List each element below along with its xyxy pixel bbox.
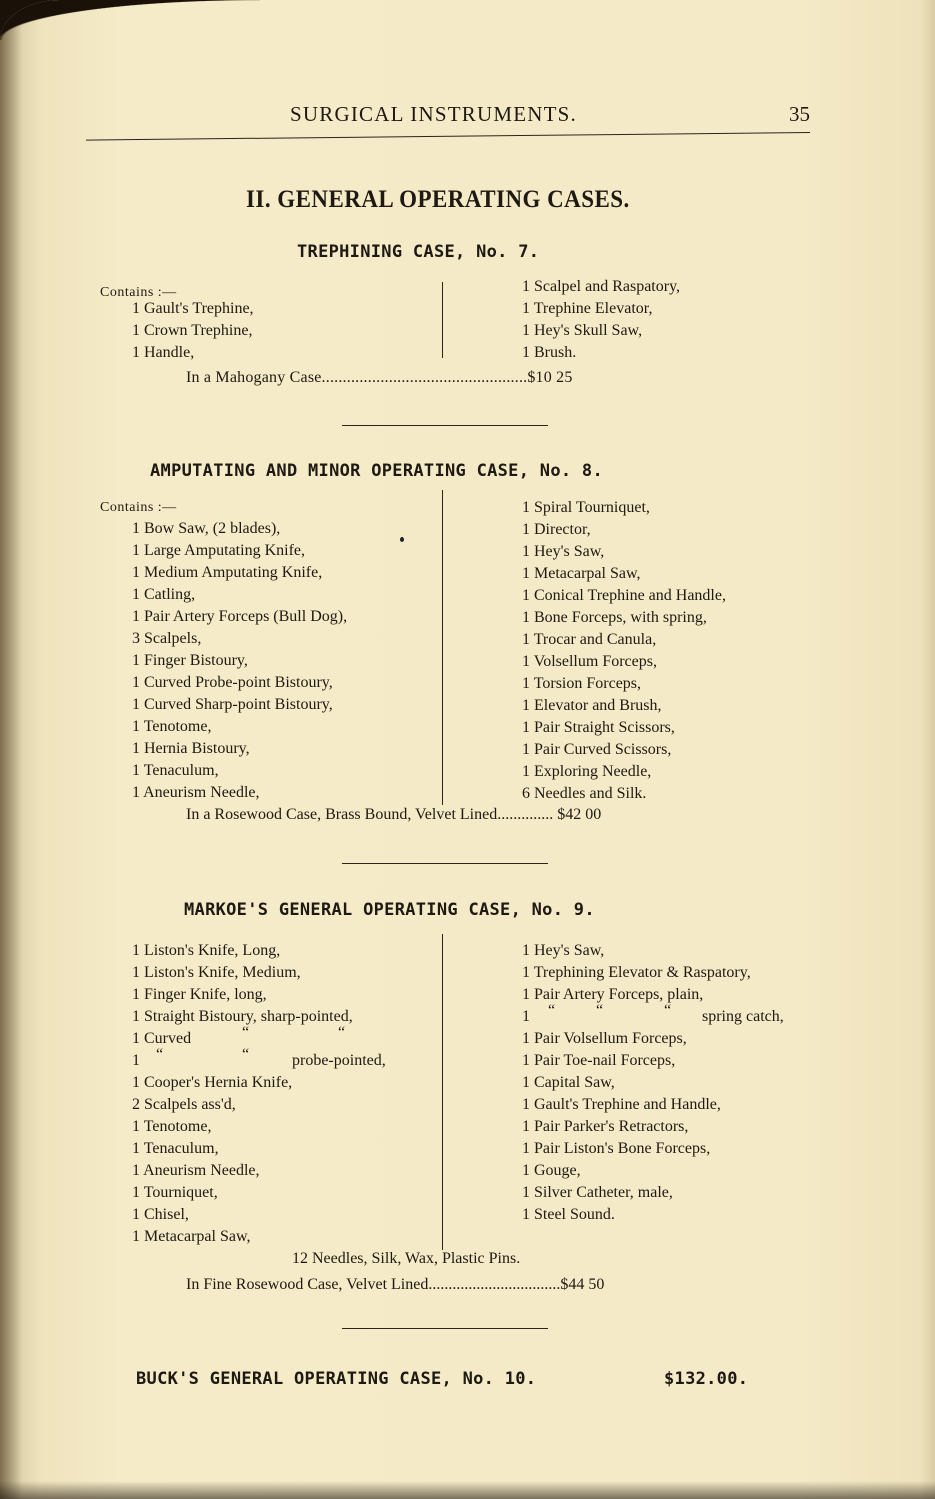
case-title-7: TREPHINING CASE, No. 7. — [297, 242, 540, 262]
list-item: 1 Exploring Needle, — [522, 763, 652, 780]
list-item: 1 Hey's Saw, — [522, 543, 605, 560]
case-title-8: AMPUTATING AND MINOR OPERATING CASE, No. 8. — [150, 461, 603, 481]
list-item: 1 Curved Probe-point Bistoury, — [132, 674, 333, 691]
list-item: 1 Torsion Forceps, — [522, 675, 642, 692]
list-item: 1 Liston's Knife, Long, — [132, 942, 281, 959]
list-item: 1 Pair Curved Scissors, — [522, 741, 672, 758]
list-item: 3 Scalpels, — [132, 630, 202, 647]
contains-label — [100, 500, 177, 516]
list-item: 1 Spiral Tourniquet, — [522, 499, 650, 516]
list-item: 1 Volsellum Forceps, — [522, 653, 657, 670]
print-speck — [400, 537, 404, 542]
running-title: SURGICAL INSTRUMENTS. — [290, 102, 577, 126]
page-corner-curl — [0, 0, 260, 40]
list-item: 1 Tenotome, — [132, 1118, 212, 1135]
ditto-mark: “ — [664, 1002, 672, 1019]
list-item: 1 Tenotome, — [132, 718, 212, 735]
list-item: 1 Steel Sound. — [522, 1206, 615, 1223]
case-8-price-line: In a Rosewood Case, Brass Bound, Velvet Lined.............. $42 00 — [186, 806, 602, 823]
ditto-mark: “ — [338, 1024, 346, 1041]
list-item: 1 Finger Bistoury, — [132, 652, 248, 669]
case-title-9: MARKOE'S GENERAL OPERATING CASE, No. 9. — [184, 900, 595, 920]
list-item: 1 Gouge, — [522, 1162, 581, 1179]
list-item: 6 Needles and Silk. — [522, 785, 647, 802]
list-item: 1 Pair Liston's Bone Forceps, — [522, 1140, 711, 1157]
list-item: 1 Conical Trephine and Handle, — [522, 587, 726, 604]
list-item: 1 Silver Catheter, male, — [522, 1184, 673, 1201]
list-item: 1 Aneurism Needle, — [132, 1162, 260, 1179]
list-item — [522, 1002, 784, 1028]
section-title: II. GENERAL OPERATING CASES. — [246, 186, 630, 213]
item-text: 1 — [522, 1008, 530, 1025]
list-item: 2 Scalpels ass'd, — [132, 1096, 236, 1113]
column-divider — [442, 282, 443, 358]
section-separator — [342, 863, 548, 864]
section-separator — [342, 425, 548, 426]
contains-label-text: Contains :— — [100, 285, 177, 300]
list-item: 1 Liston's Knife, Medium, — [132, 964, 301, 981]
list-item: 1 Elevator and Brush, — [522, 697, 662, 714]
contains-label-text: Contains :— — [100, 500, 177, 515]
case-title-10: BUCK'S GENERAL OPERATING CASE, No. 10. — [136, 1369, 537, 1389]
list-item: 1 Aneurism Needle, — [132, 784, 260, 801]
item-text: 1 — [132, 1052, 140, 1069]
list-item: 1 Hey's Saw, — [522, 942, 605, 959]
ditto-mark: “ — [548, 1002, 556, 1019]
list-item: 1 Crown Trephine, — [132, 322, 253, 339]
list-item: 1 Large Amputating Knife, — [132, 542, 305, 559]
list-item: 1 Gault's Trephine and Handle, — [522, 1096, 721, 1113]
header-rule — [86, 132, 810, 141]
case-9-price-line: In Fine Rosewood Case, Velvet Lined.................................$44 50 — [186, 1276, 605, 1293]
list-item: 1 Tenaculum, — [132, 1140, 219, 1157]
list-item: 1 Tourniquet, — [132, 1184, 218, 1201]
case-9-extras-line: 12 Needles, Silk, Wax, Plastic Pins. — [292, 1250, 521, 1267]
ditto-mark: “ — [156, 1046, 164, 1063]
list-item: 1 Trephining Elevator & Raspatory, — [522, 964, 751, 981]
ditto-mark: “ — [242, 1024, 250, 1041]
list-item: 1 Finger Knife, long, — [132, 986, 267, 1003]
ditto-mark: “ — [242, 1046, 250, 1063]
list-item: 1 Hey's Skull Saw, — [522, 322, 643, 339]
ditto-mark: “ — [596, 1002, 604, 1019]
column-divider — [442, 490, 443, 805]
list-item: 1 Gault's Trephine, — [132, 300, 254, 317]
list-item: 1 Scalpel and Raspatory, — [522, 278, 681, 295]
list-item: 1 Tenaculum, — [132, 762, 219, 779]
list-item: 1 Straight Bistoury, sharp-pointed, — [132, 1008, 353, 1025]
list-item: 1 Hernia Bistoury, — [132, 740, 250, 757]
list-item: 1 Brush. — [522, 344, 577, 361]
list-item: 1 Trephine Elevator, — [522, 300, 653, 317]
list-item: 1 Bone Forceps, with spring, — [522, 609, 707, 626]
list-item: 1 Chisel, — [132, 1206, 189, 1223]
list-item: 1 Pair Artery Forceps, plain, — [522, 986, 704, 1003]
item-text: probe-pointed, — [292, 1052, 386, 1069]
list-item — [132, 1046, 386, 1072]
list-item: 1 Director, — [522, 521, 591, 538]
section-separator — [342, 1328, 548, 1329]
list-item: 1 Metacarpal Saw, — [522, 565, 641, 582]
list-item: 1 Pair Toe-nail Forceps, — [522, 1052, 676, 1069]
item-text: 1 Curved — [132, 1030, 192, 1047]
item-text: spring catch, — [702, 1008, 784, 1025]
list-item: 1 Capital Saw, — [522, 1074, 615, 1091]
list-item: 1 Medium Amputating Knife, — [132, 564, 323, 581]
list-item: 1 Curved Sharp-point Bistoury, — [132, 696, 333, 713]
page-number: 35 — [789, 102, 810, 126]
list-item: 1 Bow Saw, (2 blades), — [132, 520, 281, 537]
list-item: 1 Pair Parker's Retractors, — [522, 1118, 689, 1135]
list-item: 1 Pair Volsellum Forceps, — [522, 1030, 687, 1047]
list-item: 1 Cooper's Hernia Knife, — [132, 1074, 293, 1091]
case-7-price-line: In a Mahogany Case.................................................$10 25 — [186, 369, 573, 386]
list-item: 1 Metacarpal Saw, — [132, 1228, 251, 1245]
column-divider — [442, 934, 443, 1250]
list-item: 1 Pair Straight Scissors, — [522, 719, 675, 736]
list-item: 1 Catling, — [132, 586, 196, 603]
list-item: 1 Trocar and Canula, — [522, 631, 657, 648]
list-item: 1 Handle, — [132, 344, 195, 361]
page-gutter-shadow — [0, 0, 22, 1499]
page-bottom-shadow — [0, 1481, 935, 1499]
list-item: 1 Pair Artery Forceps (Bull Dog), — [132, 608, 348, 625]
case-10-price: $132.00. — [664, 1369, 749, 1389]
